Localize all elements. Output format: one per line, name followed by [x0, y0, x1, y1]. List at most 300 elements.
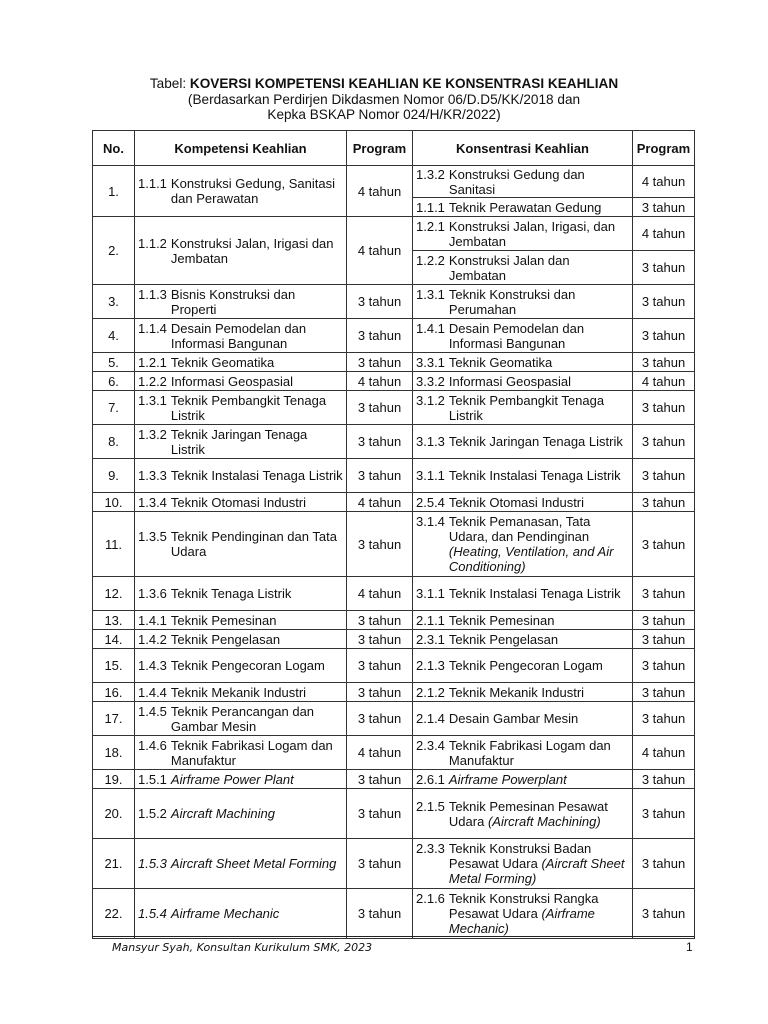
cell-no: 13.	[93, 611, 135, 630]
entry-name	[449, 738, 629, 768]
cell-no: 20.	[93, 789, 135, 839]
cell-no: 2.	[93, 217, 135, 285]
header-program-1: Program	[347, 131, 413, 166]
entry-code: 2.5.4	[416, 494, 445, 510]
table-row	[93, 512, 695, 577]
entry-name-italic: (Heating, Ventilation, and Air Conditioning)	[448, 544, 614, 574]
cell-program-konsentrasi: 3 tahun	[633, 319, 695, 353]
entry-code: 1.5.3	[138, 856, 167, 871]
cell-kompetensi	[135, 217, 347, 285]
table-row	[93, 649, 695, 683]
entry-name-text: Teknik Pemesinan Pesawat Udara	[448, 798, 608, 829]
cell-konsentrasi	[413, 611, 633, 630]
cell-program-konsentrasi: 3 tahun	[633, 285, 695, 319]
title-line-1	[0, 76, 768, 92]
entry-code: 1.5.1	[138, 771, 167, 787]
entry-code: 2.6.1	[416, 771, 445, 787]
cell-kompetensi	[135, 611, 347, 630]
entry-code: 2.1.3	[416, 658, 445, 673]
entry-name	[449, 772, 629, 787]
hanging-entry	[138, 806, 343, 821]
header-no: No.	[93, 131, 135, 166]
cell-kompetensi	[135, 391, 347, 425]
cell-program-kompetensi: 4 tahun	[347, 166, 413, 217]
cell-no: 9.	[93, 459, 135, 493]
cell-kompetensi	[135, 770, 347, 789]
hanging-entry	[138, 632, 343, 647]
cell-no: 10.	[93, 493, 135, 512]
header-kompetensi: Kompetensi Keahlian	[135, 131, 347, 166]
entry-code: 1.1.3	[138, 286, 167, 302]
cell-konsentrasi	[413, 577, 633, 611]
cell-no: 18.	[93, 736, 135, 770]
cell-program-konsentrasi: 3 tahun	[633, 391, 695, 425]
entry-name-text: Teknik Pemanasan, Tata Udara, dan Pendinginan	[448, 514, 591, 544]
entry-name	[449, 658, 629, 673]
hanging-entry	[138, 658, 343, 673]
entry-code: 2.1.2	[416, 684, 445, 700]
entry-name	[449, 321, 629, 351]
entry-name	[449, 374, 629, 389]
cell-program-konsentrasi: 3 tahun	[633, 198, 695, 217]
entry-name-text: Konstruksi Gedung, Sanitasi dan Perawatan	[170, 176, 335, 206]
entry-name	[171, 236, 343, 266]
entry-name-text: Teknik Pemesinan	[448, 612, 555, 628]
cell-kompetensi	[135, 649, 347, 683]
entry-name-italic: Aircraft Machining	[170, 806, 275, 821]
hanging-entry	[416, 434, 629, 449]
entry-name-text: Teknik Mekanik Industri	[170, 684, 307, 700]
hanging-entry	[138, 355, 343, 370]
cell-konsentrasi	[413, 493, 633, 512]
entry-name-italic: (Airframe Mechanic)	[448, 906, 595, 936]
entry-code: 1.2.2	[138, 373, 167, 389]
page-number: 1	[686, 940, 693, 954]
entry-name	[171, 468, 343, 483]
cell-kompetensi	[135, 285, 347, 319]
cell-program-kompetensi: 3 tahun	[347, 285, 413, 319]
hanging-entry	[416, 891, 629, 936]
entry-code: 1.4.1	[416, 320, 445, 336]
cell-konsentrasi	[413, 789, 633, 839]
entry-name	[171, 772, 343, 787]
entry-name-text: Teknik Instalasi Tenaga Listrik	[448, 586, 621, 601]
cell-konsentrasi	[413, 683, 633, 702]
entry-name	[171, 176, 343, 206]
entry-name-text: Teknik Perancangan dan Gambar Mesin	[170, 703, 315, 734]
entry-name-text: Bisnis Konstruksi dan Properti	[170, 286, 296, 317]
entry-name-text: Teknik Pengelasan	[448, 631, 559, 647]
entry-code: 1.4.1	[138, 612, 167, 628]
hanging-entry	[416, 200, 629, 215]
entry-name-text: Teknik Konstruksi Badan Pesawat Udara	[448, 841, 592, 871]
cell-no: 7.	[93, 391, 135, 425]
cell-program-kompetensi: 3 tahun	[347, 391, 413, 425]
cell-no: 15.	[93, 649, 135, 683]
entry-name-text: Teknik Jaringan Tenaga Listrik	[170, 426, 308, 457]
entry-name-text: Teknik Otomasi Industri	[448, 494, 585, 510]
cell-kompetensi	[135, 577, 347, 611]
cell-no: 6.	[93, 372, 135, 391]
cell-konsentrasi	[413, 166, 633, 198]
entry-code: 3.1.2	[416, 392, 445, 408]
cell-konsentrasi	[413, 372, 633, 391]
table-body	[93, 166, 695, 939]
hanging-entry	[416, 772, 629, 787]
entry-code: 1.1.1	[138, 176, 167, 191]
entry-name	[449, 586, 629, 601]
cell-konsentrasi	[413, 459, 633, 493]
hanging-entry	[416, 495, 629, 510]
cell-program-kompetensi: 3 tahun	[347, 512, 413, 577]
hanging-entry	[138, 468, 343, 483]
entry-name-italic: Aircraft Sheet Metal Forming	[170, 856, 337, 871]
entry-name-text: Desain Pemodelan dan Informasi Bangunan	[448, 320, 585, 351]
entry-name	[449, 799, 629, 829]
entry-name-text: Teknik Pembangkit Tenaga Listrik	[170, 392, 327, 423]
entry-code: 1.1.2	[138, 235, 167, 251]
entry-name-italic: Airframe Power Plant	[170, 771, 294, 787]
entry-name	[449, 434, 629, 449]
table-row	[93, 217, 695, 251]
hanging-entry	[416, 685, 629, 700]
hanging-entry	[138, 586, 343, 601]
cell-konsentrasi	[413, 630, 633, 649]
table-row	[93, 353, 695, 372]
hanging-entry	[138, 393, 343, 423]
cell-kompetensi	[135, 512, 347, 577]
cell-program-konsentrasi: 3 tahun	[633, 493, 695, 512]
entry-name-italic: (Aircraft Sheet Metal Forming)	[448, 856, 625, 886]
entry-code: 2.3.4	[416, 737, 445, 753]
hanging-entry	[416, 632, 629, 647]
entry-name	[171, 427, 343, 457]
hanging-entry	[138, 236, 343, 266]
cell-konsentrasi	[413, 736, 633, 770]
entry-name	[171, 495, 343, 510]
entry-name	[171, 632, 343, 647]
table-row	[93, 285, 695, 319]
hanging-entry	[138, 321, 343, 351]
cell-program-kompetensi: 3 tahun	[347, 630, 413, 649]
cell-program-konsentrasi: 3 tahun	[633, 702, 695, 736]
entry-code: 1.2.1	[416, 218, 445, 234]
cell-kompetensi	[135, 425, 347, 459]
hanging-entry	[138, 738, 343, 768]
hanging-entry	[416, 658, 629, 673]
hanging-entry	[138, 685, 343, 700]
hanging-entry	[138, 856, 343, 871]
entry-code: 1.4.6	[138, 737, 167, 753]
entry-name-text: Teknik Pendinginan dan Tata Udara	[170, 529, 337, 559]
cell-program-konsentrasi: 3 tahun	[633, 683, 695, 702]
entry-name	[449, 167, 629, 197]
entry-code: 1.3.3	[138, 468, 167, 483]
cell-program-konsentrasi: 4 tahun	[633, 372, 695, 391]
cell-no: 22.	[93, 889, 135, 939]
entry-name-text: Konstruksi Jalan, Irigasi, dan Jembatan	[448, 218, 616, 249]
cell-program-kompetensi: 3 tahun	[347, 770, 413, 789]
cell-no: 5.	[93, 353, 135, 372]
cell-kompetensi	[135, 839, 347, 889]
entry-name	[171, 393, 343, 423]
cell-kompetensi	[135, 789, 347, 839]
entry-code: 1.4.5	[138, 703, 167, 719]
entry-name-text: Desain Pemodelan dan Informasi Bangunan	[170, 320, 307, 351]
entry-code: 3.1.3	[416, 434, 445, 449]
entry-name-text: Teknik Fabrikasi Logam dan Manufaktur	[170, 737, 333, 768]
entry-name	[171, 738, 343, 768]
hanging-entry	[416, 287, 629, 317]
hanging-entry	[416, 219, 629, 249]
entry-name-text: Teknik Perawatan Gedung	[448, 199, 602, 215]
entry-name-text: Desain Gambar Mesin	[448, 711, 579, 726]
entry-name	[171, 586, 343, 601]
table-row	[93, 319, 695, 353]
entry-name	[449, 393, 629, 423]
hanging-entry	[416, 799, 629, 829]
entry-name-text: Teknik Pengecoran Logam	[170, 658, 325, 673]
entry-name-text: Konstruksi Gedung dan Sanitasi	[448, 166, 585, 197]
entry-name	[171, 374, 343, 389]
document-title	[0, 76, 768, 123]
table-row	[93, 789, 695, 839]
cell-no: 8.	[93, 425, 135, 459]
entry-name	[171, 529, 343, 559]
entry-name-text: Teknik Pengecoran Logam	[448, 658, 603, 673]
hanging-entry	[138, 176, 343, 206]
entry-name	[449, 685, 629, 700]
hanging-entry	[416, 355, 629, 370]
cell-program-kompetensi: 3 tahun	[347, 425, 413, 459]
entry-name-text: Informasi Geospasial	[448, 373, 572, 389]
entry-name-text: Konstruksi Jalan, Irigasi dan Jembatan	[170, 235, 334, 266]
entry-code: 2.3.3	[416, 841, 445, 856]
cell-konsentrasi	[413, 285, 633, 319]
cell-program-kompetensi: 4 tahun	[347, 493, 413, 512]
table-row	[93, 770, 695, 789]
cell-konsentrasi	[413, 512, 633, 577]
cell-konsentrasi	[413, 251, 633, 285]
entry-name	[171, 906, 343, 921]
cell-program-kompetensi: 3 tahun	[347, 353, 413, 372]
entry-code: 1.3.6	[138, 586, 167, 601]
entry-name	[171, 856, 343, 871]
entry-name-text: Teknik Konstruksi Rangka Pesawat Udara	[448, 891, 599, 921]
entry-name-text: Konstruksi Jalan dan Jembatan	[448, 252, 570, 283]
entry-name-text: Teknik Mekanik Industri	[448, 684, 585, 700]
cell-kompetensi	[135, 702, 347, 736]
cell-kompetensi	[135, 493, 347, 512]
hanging-entry	[416, 738, 629, 768]
entry-code: 1.3.1	[138, 392, 167, 408]
table-row	[93, 425, 695, 459]
entry-name	[449, 514, 629, 574]
hanging-entry	[416, 613, 629, 628]
hanging-entry	[416, 841, 629, 886]
entry-name	[449, 355, 629, 370]
entry-code: 2.1.5	[416, 798, 445, 814]
cell-program-konsentrasi: 4 tahun	[633, 217, 695, 251]
entry-name	[449, 711, 629, 726]
hanging-entry	[138, 427, 343, 457]
cell-program-konsentrasi: 3 tahun	[633, 839, 695, 889]
hanging-entry	[416, 586, 629, 601]
hanging-entry	[138, 772, 343, 787]
entry-code: 1.3.5	[138, 529, 167, 544]
entry-code: 2.1.1	[416, 612, 445, 628]
entry-name-text: Teknik Instalasi Tenaga Listrik	[448, 468, 621, 483]
cell-program-kompetensi: 3 tahun	[347, 702, 413, 736]
entry-name-text: Informasi Geospasial	[170, 373, 294, 389]
table-row	[93, 839, 695, 889]
cell-konsentrasi	[413, 198, 633, 217]
entry-name	[171, 287, 343, 317]
cell-program-kompetensi: 3 tahun	[347, 789, 413, 839]
cell-konsentrasi	[413, 839, 633, 889]
cell-no: 11.	[93, 512, 135, 577]
cell-no: 17.	[93, 702, 135, 736]
entry-code: 1.1.1	[416, 199, 445, 215]
cell-konsentrasi	[413, 425, 633, 459]
hanging-entry	[416, 468, 629, 483]
entry-name-text: Teknik Pembangkit Tenaga Listrik	[448, 392, 605, 423]
cell-program-kompetensi: 3 tahun	[347, 889, 413, 939]
cell-kompetensi	[135, 459, 347, 493]
header-program-2: Program	[633, 131, 695, 166]
cell-program-kompetensi: 3 tahun	[347, 319, 413, 353]
entry-code: 2.1.4	[416, 711, 445, 726]
cell-kompetensi	[135, 372, 347, 391]
cell-no: 16.	[93, 683, 135, 702]
entry-name	[449, 841, 629, 886]
table-row	[93, 630, 695, 649]
entry-code: 3.3.2	[416, 373, 445, 389]
entry-name-text: Teknik Geomatika	[170, 354, 275, 370]
entry-name	[171, 806, 343, 821]
table-row	[93, 889, 695, 939]
entry-name	[449, 613, 629, 628]
cell-program-konsentrasi: 4 tahun	[633, 166, 695, 198]
cell-no: 3.	[93, 285, 135, 319]
table-header-row	[93, 131, 695, 166]
cell-no: 19.	[93, 770, 135, 789]
entry-name	[449, 219, 629, 249]
title-line-2: (Berdasarkan Perdirjen Dikdasmen Nomor 06/D.D5/KK/2018 dan	[187, 91, 581, 107]
footer-divider	[92, 936, 695, 937]
header-konsentrasi: Konsentrasi Keahlian	[413, 131, 633, 166]
cell-no: 1.	[93, 166, 135, 217]
entry-name	[449, 495, 629, 510]
cell-konsentrasi	[413, 217, 633, 251]
table-row	[93, 372, 695, 391]
hanging-entry	[416, 253, 629, 283]
entry-code: 1.4.2	[138, 631, 167, 647]
entry-name	[449, 200, 629, 215]
hanging-entry	[416, 393, 629, 423]
entry-code: 1.4.3	[138, 658, 167, 673]
table-row	[93, 611, 695, 630]
cell-no: 12.	[93, 577, 135, 611]
entry-name	[171, 613, 343, 628]
entry-code: 3.1.1	[416, 468, 445, 483]
cell-program-konsentrasi: 3 tahun	[633, 789, 695, 839]
entry-code: 1.3.2	[138, 426, 167, 442]
cell-program-kompetensi: 3 tahun	[347, 839, 413, 889]
cell-program-konsentrasi: 3 tahun	[633, 353, 695, 372]
cell-konsentrasi	[413, 353, 633, 372]
cell-program-kompetensi: 3 tahun	[347, 649, 413, 683]
title-main: KOVERSI KOMPETENSI KEAHLIAN KE KONSENTRASI KEAHLIAN	[189, 76, 619, 91]
entry-name	[171, 355, 343, 370]
cell-konsentrasi	[413, 649, 633, 683]
entry-code: 1.5.4	[138, 906, 167, 921]
entry-name-text: Teknik Tenaga Listrik	[170, 586, 292, 601]
hanging-entry	[416, 514, 629, 574]
conversion-table	[92, 130, 695, 939]
cell-no: 4.	[93, 319, 135, 353]
entry-name-text: Teknik Pemesinan	[170, 612, 277, 628]
hanging-entry	[138, 374, 343, 389]
entry-name	[449, 468, 629, 483]
cell-no: 14.	[93, 630, 135, 649]
cell-kompetensi	[135, 736, 347, 770]
entry-name-text: Teknik Instalasi Tenaga Listrik	[170, 468, 343, 483]
entry-name	[449, 287, 629, 317]
cell-kompetensi	[135, 889, 347, 939]
cell-program-konsentrasi: 3 tahun	[633, 630, 695, 649]
cell-program-kompetensi: 4 tahun	[347, 577, 413, 611]
entry-name	[449, 253, 629, 283]
hanging-entry	[138, 613, 343, 628]
entry-code: 1.2.2	[416, 252, 445, 268]
hanging-entry	[416, 321, 629, 351]
entry-code: 1.5.2	[138, 806, 167, 821]
entry-code: 3.1.4	[416, 514, 445, 529]
cell-program-konsentrasi: 4 tahun	[633, 736, 695, 770]
entry-name	[171, 685, 343, 700]
cell-program-kompetensi: 4 tahun	[347, 217, 413, 285]
entry-name	[171, 704, 343, 734]
entry-code: 3.1.1	[416, 586, 445, 601]
entry-code: 2.3.1	[416, 631, 445, 647]
entry-code: 1.3.2	[416, 166, 445, 182]
entry-name-italic: Airframe Powerplant	[448, 771, 567, 787]
cell-program-kompetensi: 3 tahun	[347, 683, 413, 702]
cell-program-konsentrasi: 3 tahun	[633, 649, 695, 683]
cell-program-konsentrasi: 3 tahun	[633, 770, 695, 789]
entry-name-text: Teknik Konstruksi dan Perumahan	[448, 286, 576, 317]
cell-kompetensi	[135, 166, 347, 217]
entry-name	[171, 321, 343, 351]
hanging-entry	[416, 167, 629, 197]
cell-no: 21.	[93, 839, 135, 889]
entry-name	[449, 632, 629, 647]
cell-konsentrasi	[413, 391, 633, 425]
table-row	[93, 459, 695, 493]
cell-konsentrasi	[413, 319, 633, 353]
cell-program-konsentrasi: 3 tahun	[633, 425, 695, 459]
cell-program-konsentrasi: 3 tahun	[633, 251, 695, 285]
table-row	[93, 493, 695, 512]
entry-name-text: Teknik Jaringan Tenaga Listrik	[448, 434, 623, 449]
cell-kompetensi	[135, 353, 347, 372]
cell-konsentrasi	[413, 770, 633, 789]
table-row	[93, 166, 695, 198]
entry-name-text: Teknik Pengelasan	[170, 631, 281, 647]
cell-program-konsentrasi: 3 tahun	[633, 512, 695, 577]
cell-program-konsentrasi: 3 tahun	[633, 577, 695, 611]
